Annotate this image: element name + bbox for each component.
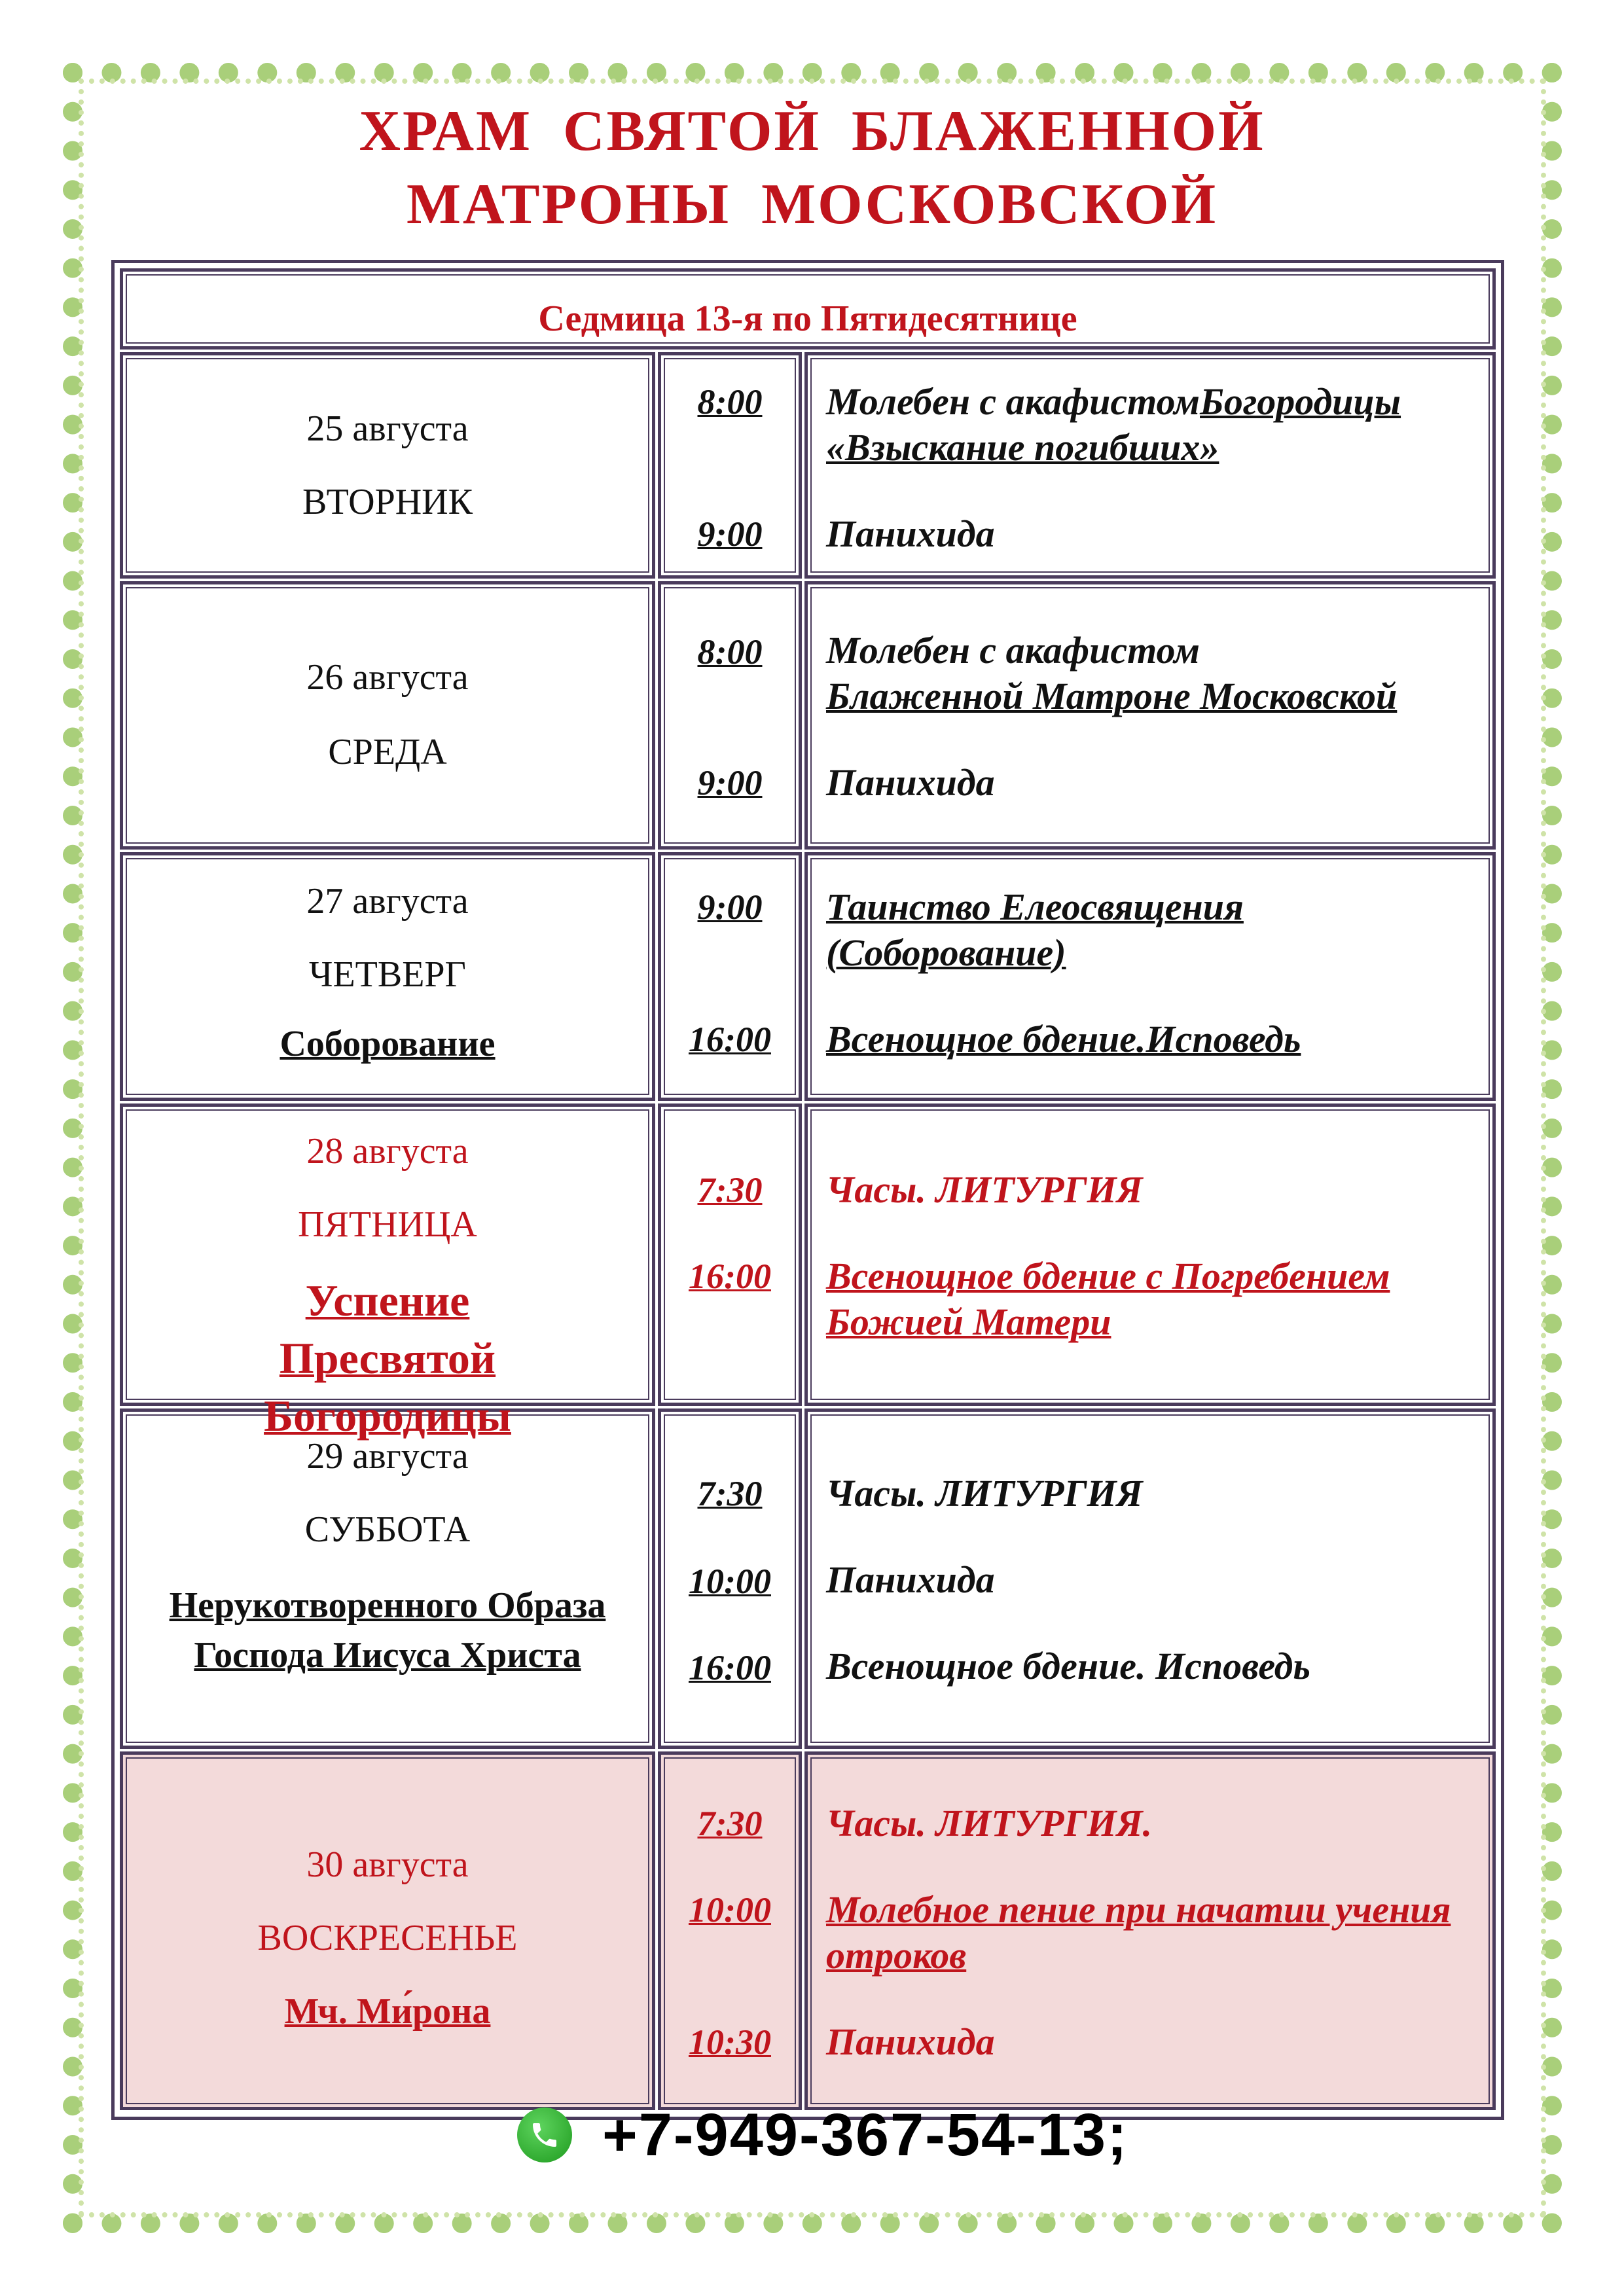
service-time: 10:30	[689, 2022, 771, 2062]
service-cell-27	[804, 852, 1496, 1101]
service-name: Молебное пение при начатии учения отроков	[826, 1888, 1451, 1977]
day-weekday: ПЯТНИЦА	[298, 1204, 477, 1245]
phone-number[interactable]: +7-949-367-54-13;	[602, 2102, 1128, 2168]
day-cell-30	[120, 1751, 655, 2110]
service-time: 16:00	[689, 1648, 771, 1687]
day-date: 29 августа	[306, 1436, 469, 1477]
service-time: 10:00	[689, 1562, 771, 1601]
service-name: Таинство Елеосвящения (Соборование)	[826, 886, 1244, 974]
service-time: 7:30	[697, 1474, 763, 1513]
service-name-plain: Молебен с акафистом	[826, 629, 1200, 672]
week-label: Седмица 13-я по Пятидесятнице	[538, 298, 1077, 339]
service-name: Часы. ЛИТУРГИЯ.	[826, 1802, 1153, 1844]
day-cell-26	[120, 581, 655, 850]
service-cell-26	[804, 581, 1496, 850]
feast-name: Соборование	[280, 1024, 496, 1064]
service-name	[826, 379, 1479, 471]
time-cell-28	[658, 1103, 802, 1406]
time-cell-26	[658, 581, 802, 850]
day-weekday: ЧЕТВЕРГ	[309, 954, 466, 995]
service-time: 7:30	[697, 1804, 763, 1843]
page-title-line1: ХРАМ СВЯТОЙ БЛАЖЕННОЙ	[359, 99, 1265, 163]
day-date: 26 августа	[306, 657, 469, 698]
service-time: 16:00	[689, 1020, 771, 1059]
service-cell-30	[804, 1751, 1496, 2110]
service-name: Часы. ЛИТУРГИЯ	[826, 1168, 1143, 1211]
service-time: 7:30	[697, 1170, 763, 1210]
day-date: 28 августа	[306, 1131, 469, 1172]
time-cell-29	[658, 1408, 802, 1749]
service-name: Панихида	[826, 761, 995, 804]
day-cell-25	[120, 352, 655, 579]
day-cell-28	[120, 1103, 655, 1441]
day-weekday: СУББОТА	[304, 1509, 471, 1550]
service-name-plain: Молебен с акафистом	[826, 380, 1200, 423]
feast-name: Нерукотворенного Образа Господа Иисуса Христа	[169, 1585, 606, 1676]
phone-icon	[517, 2108, 572, 2162]
day-weekday: СРЕДА	[328, 732, 447, 772]
service-name: Часы. ЛИТУРГИЯ	[826, 1472, 1143, 1515]
service-time: 8:00	[697, 632, 763, 672]
service-cell-25	[804, 352, 1496, 579]
day-cell-27	[120, 852, 655, 1101]
service-time: 16:00	[689, 1257, 771, 1296]
service-name: Панихида	[826, 2020, 995, 2063]
service-time: 9:00	[697, 514, 763, 554]
service-name	[826, 628, 1479, 719]
service-time: 10:00	[689, 1890, 771, 1929]
time-cell-27	[658, 852, 802, 1101]
service-time: 8:00	[697, 382, 763, 422]
service-time: 9:00	[697, 888, 763, 927]
time-cell-25	[658, 352, 802, 579]
service-name: Всенощное бдение.Исповедь	[826, 1018, 1301, 1060]
service-time: 9:00	[697, 763, 763, 802]
service-cell-29	[804, 1408, 1496, 1749]
schedule-table	[111, 260, 1504, 2120]
day-date: 25 августа	[306, 408, 469, 449]
service-cell-28	[804, 1103, 1496, 1406]
service-name: Всенощное бдение. Исповедь	[826, 1645, 1310, 1687]
week-header	[120, 268, 1496, 350]
page-title-line2: МАТРОНЫ МОСКОВСКОЙ	[406, 173, 1218, 236]
day-date: 30 августа	[306, 1844, 469, 1885]
day-date: 27 августа	[306, 881, 469, 922]
service-name: Панихида	[826, 1558, 995, 1601]
feast-name: Мч. Ми́рона	[284, 1991, 491, 2032]
service-name-underlined: Богородицы «Взыскание погибших»	[826, 380, 1401, 469]
service-name: Панихида	[826, 512, 995, 555]
feast-name: Успение Пресвятой Богородицы	[264, 1276, 511, 1441]
day-cell-29	[120, 1408, 655, 1749]
service-name-underlined: Блаженной Матроне Московской	[826, 675, 1398, 717]
day-weekday: ВОСКРЕСЕНЬЕ	[257, 1918, 518, 1958]
day-weekday: ВТОРНИК	[302, 482, 473, 522]
service-name: Всенощное бдение с Погребением Божией Матери	[826, 1255, 1390, 1343]
time-cell-30	[658, 1751, 802, 2110]
